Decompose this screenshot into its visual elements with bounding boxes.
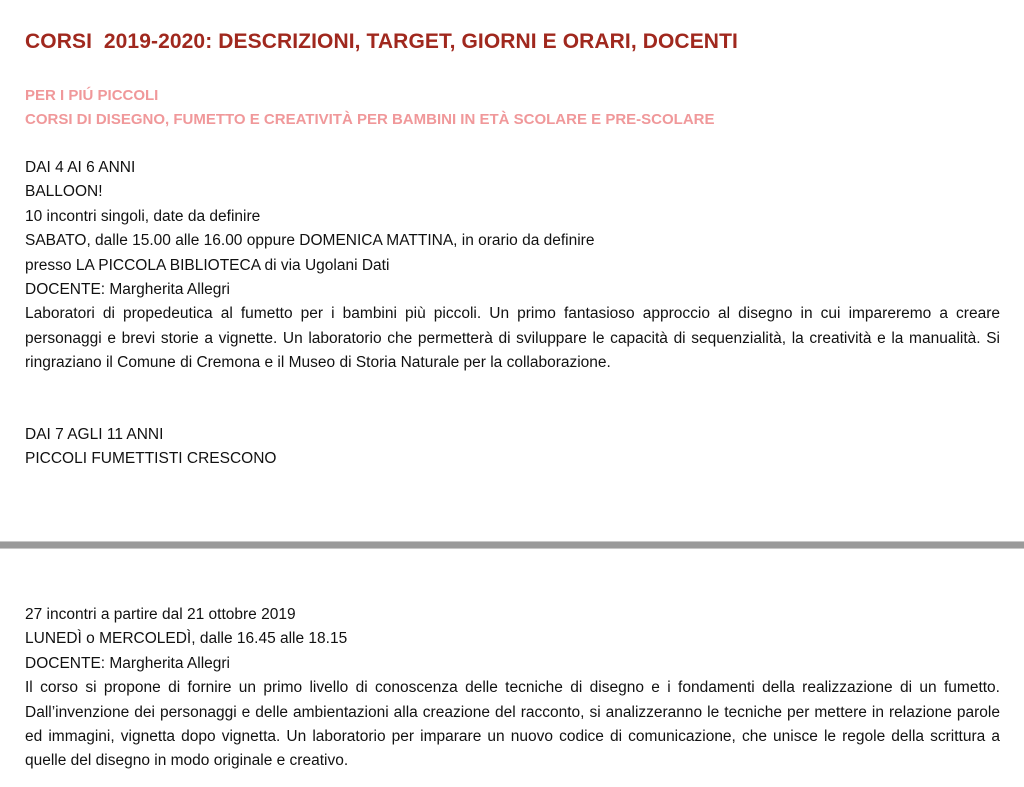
course-name: BALLOON!: [25, 183, 103, 201]
section-header-line-1: PER I PIÚ PICCOLI: [25, 87, 159, 104]
course-description: Laboratori di propedeutica al fumetto per i bambini più piccoli. Un primo fantasioso approccio al disegno in cui impareremo a creare personaggi e brevi storie a vignette. Un laboratorio che permetterà di sviluppare le capacità di sequenzialità, la creatività e la manualità. Si ringraziano il Comune di Cremona e il Museo di Storia Naturale per la collaborazione.: [25, 305, 1000, 372]
course-teacher: DOCENTE: Margherita Allegri: [25, 654, 231, 672]
course-schedule: LUNEDÌ o MERCOLEDÌ, dalle 16.45 alle 18.15: [25, 630, 348, 648]
course-balloon: [25, 156, 1000, 376]
course-sessions: 27 incontri a partire dal 21 ottobre 2019: [25, 606, 296, 623]
page-break-separator: [0, 541, 1024, 549]
course-location: presso LA PICCOLA BIBLIOTECA di via Ugolani Dati: [25, 256, 390, 274]
document-title: CORSI 2019-2020: DESCRIZIONI, TARGET, GIORNI E ORARI, DOCENTI: [25, 30, 738, 53]
section-header-line-2: CORSI DI DISEGNO, FUMETTO E CREATIVITÀ PER BAMBINI IN ETÀ SCOLARE E PRE-SCOLARE: [25, 111, 715, 128]
course-age-range: DAI 7 AGLI 11 ANNI: [25, 426, 164, 443]
course-sessions: 10 incontri singoli, date da definire: [25, 207, 261, 225]
course-piccoli-fumettisti-header: [25, 423, 1000, 472]
section-header: [25, 84, 715, 132]
course-description: Il corso si propone di fornire un primo livello di conoscenza delle tecniche di disegno e i fondamenti della realizzazione di un fumetto. Dall’invenzione dei personaggi e delle ambientazioni alla creazione del racconto, si analizzeranno le tecniche per mettere in relazione parole ed immagini, vignetta dopo vignetta. Un laboratorio per imparare un nuovo codice di comunicazione, che unisce le regole della scrittura a quelle del disegno in modo originale e creativo.: [25, 679, 1000, 770]
course-piccoli-fumettisti-details: [25, 603, 1000, 774]
course-teacher: DOCENTE: Margherita Allegri: [25, 281, 231, 299]
course-name: PICCOLI FUMETTISTI CRESCONO: [25, 450, 277, 468]
course-schedule: SABATO, dalle 15.00 alle 16.00 oppure DOMENICA MATTINA, in orario da definire: [25, 232, 595, 250]
course-age-range: DAI 4 AI 6 ANNI: [25, 159, 136, 176]
